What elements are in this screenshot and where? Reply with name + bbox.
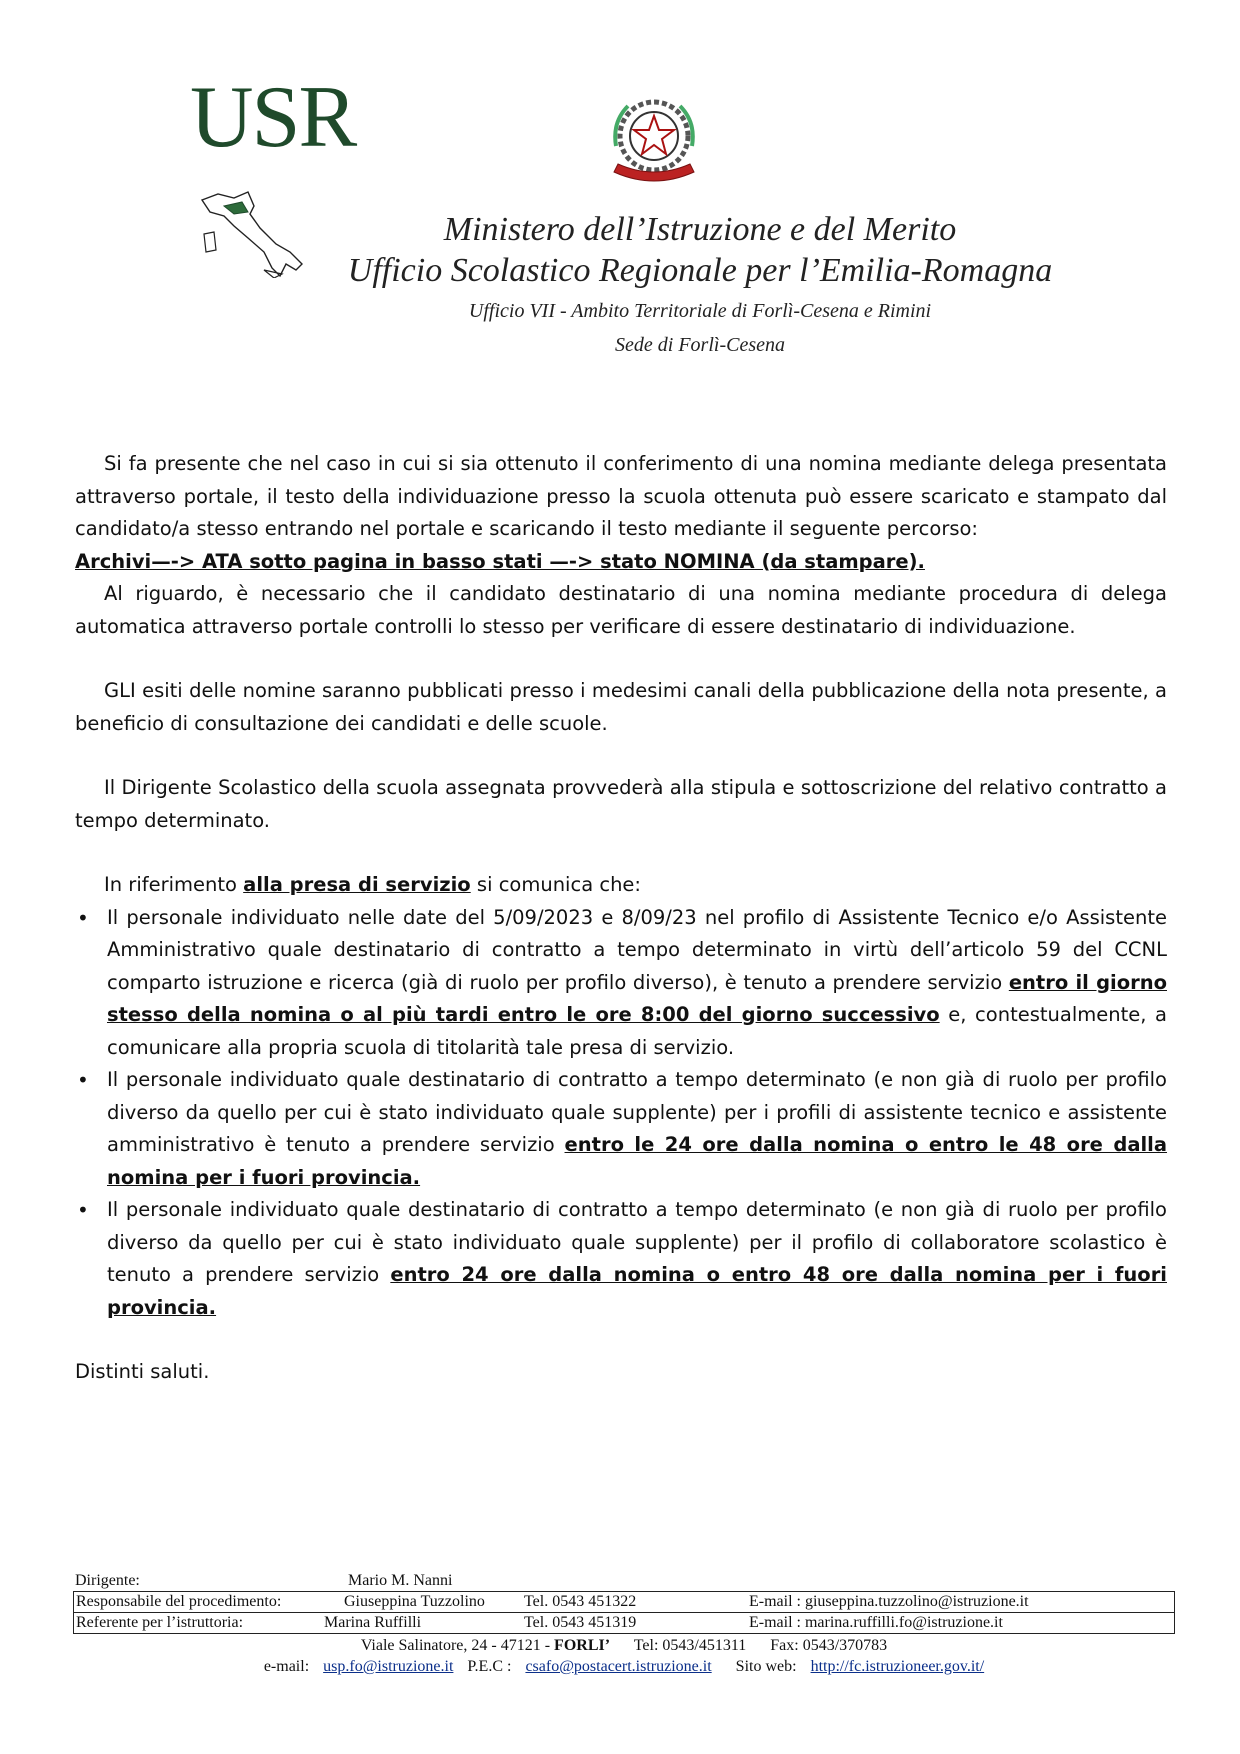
list-item: • Il personale individuato quale destinatario di contratto a tempo determinato (e non già di ruolo per profilo diverso da quello per cui è stato individuato quale supplente) per i profili di assistente tecnico e assistente amministrativo è tenuto a prendere servizio entro le 24 ore dalla nomina o entro le 48 ore dalla nomina per i fuori provincia.: [75, 1064, 1167, 1194]
table-row: Referente per l’istruttoria: Marina Ruffilli Tel. 0543 451319 E-mail : marina.ruffilli.fo@istruzione.it: [76, 1614, 1003, 1631]
emblem-icon: [606, 92, 702, 192]
office-unit: Ufficio VII - Ambito Territoriale di Forlì-Cesena e Rimini: [468, 300, 932, 322]
service-intro-bold: alla presa di servizio: [243, 873, 471, 896]
office-seat: Sede di Forlì-Cesena: [615, 334, 785, 356]
paragraph-contract: Il Dirigente Scolastico della scuola assegnata provvederà alla stipula e sottoscrizione del relativo contratto a tempo determinato.: [75, 776, 1167, 832]
service-rules-list: [75, 902, 1167, 1325]
dirigente-name: Mario M. Nanni: [348, 1572, 453, 1589]
list-item: • Il personale individuato nelle date del 5/09/2023 e 8/09/23 nel profilo di Assistente Tecnico e/o Assistente Amministrativo quale destinatario di contratto a tempo determinato in virtù dell’articolo 59 del CCNL comparto istruzione e ricerca (già di ruolo per profilo diverso), è tenuto a prendere servizio entro il giorno stesso della nomina o al più tardi entro le ore 8:00 del giorno successivo e, contestualmente, a comunicare alla propria scuola di titolarità tale presa di servizio.: [75, 902, 1167, 1065]
ministry-name: Ministero dell’Istruzione e del Merito: [443, 211, 957, 248]
pec-link[interactable]: csafo@postacert.istruzione.it: [525, 1658, 712, 1675]
office-address: Viale Salinatore, 24 - 47121 - FORLI’ Tel: 0543/451311 Fax: 0543/370783: [360, 1637, 888, 1654]
letter-body: [75, 448, 1167, 1389]
republic-emblem: [606, 92, 702, 192]
paragraph-service-intro: In riferimento alla presa di servizio si comunica che:: [104, 873, 641, 896]
paragraph-outcomes: GLI esiti delle nomine saranno pubblicati presso i medesimi canali della pubblicazione della nota presente, a beneficio di consultazione dei candidati e delle scuole.: [75, 679, 1167, 735]
portal-path: Archivi—-> ATA sotto pagina in basso stati —-> stato NOMINA (da stampare).: [75, 549, 925, 573]
contacts-table: [73, 1591, 1175, 1634]
regional-office-name: Ufficio Scolastico Regionale per l’Emilia-Romagna: [347, 252, 1053, 289]
dirigente-row: [73, 1571, 1175, 1591]
email-link[interactable]: usp.fo@istruzione.it: [323, 1658, 454, 1675]
usr-logo: [190, 69, 356, 278]
usr-logo-text: USR: [190, 69, 356, 166]
list-item: • Il personale individuato quale destinatario di contratto a tempo determinato (e non già di ruolo per profilo diverso da quello per cui è stato individuato quale supplente) per il profilo di collaboratore scolastico è tenuto a prendere servizio entro 24 ore dalla nomina o entro 48 ore dalla nomina per i fuori provincia.: [75, 1194, 1167, 1324]
table-row: Responsabile del procedimento: Giuseppina Tuzzolino Tel. 0543 451322 E-mail : giuseppina.tuzzolino@istruzione.it: [74, 1592, 1174, 1613]
dirigente-label: Dirigente:: [75, 1572, 140, 1589]
paragraph-delega: Si fa presente che nel caso in cui si sia ottenuto il conferimento di una nomina mediante delega presentata attraverso portale, il testo della individuazione presso la scuola ottenuta può essere scaricato e stampato dal candidato/a stesso entrando nel portale e scaricando il testo mediante il seguente percorso:: [75, 452, 1167, 540]
office-contacts: e-mail: usp.fo@istruzione.it P.E.C : csafo@postacert.istruzione.it Sito web: http://fc.istruzioneer.gov.it/: [263, 1658, 985, 1675]
closing-salutation: Distinti saluti.: [75, 1360, 210, 1383]
letter-footer: [73, 1571, 1175, 1678]
website-link[interactable]: http://fc.istruzioneer.gov.it/: [810, 1658, 985, 1675]
italy-map-icon: [190, 88, 330, 278]
paragraph-verify: Al riguardo, è necessario che il candidato destinatario di una nomina mediante procedura di delega automatica attraverso portale controlli lo stesso per verificare di essere destinatario di individuazione.: [75, 582, 1167, 638]
